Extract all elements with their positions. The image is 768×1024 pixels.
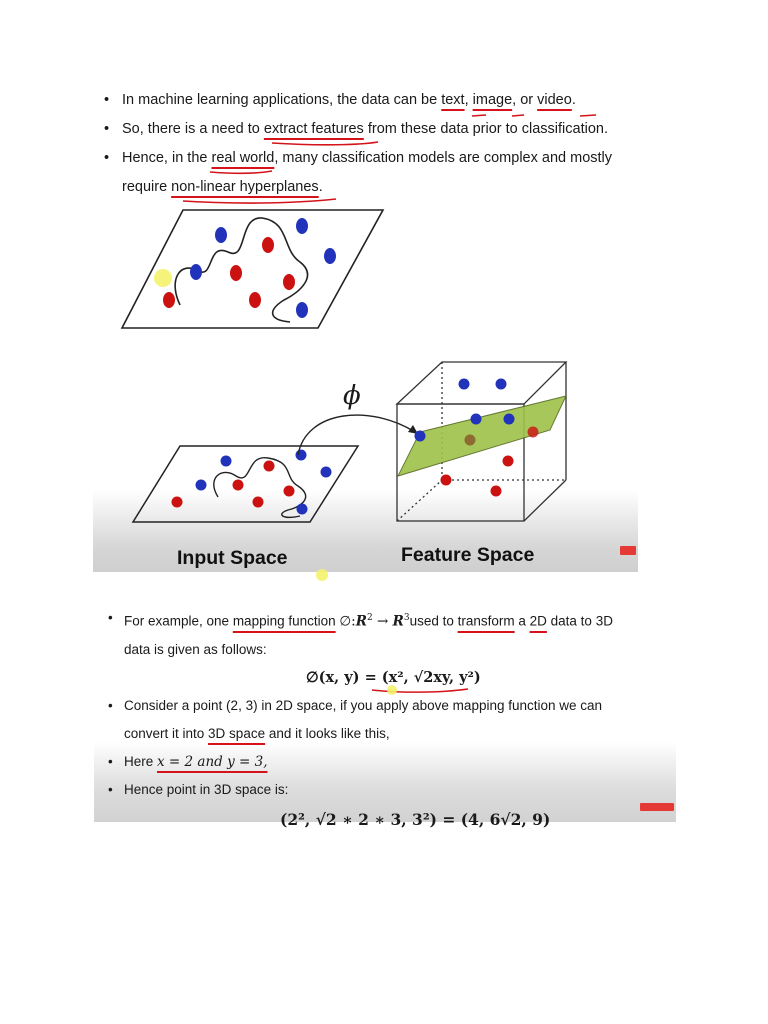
- bullet-dot: •: [108, 781, 113, 797]
- math-r: R: [355, 613, 367, 630]
- bullet-text: Hence point in 3D space is:: [124, 781, 289, 797]
- bullet-text: ,: [464, 92, 473, 108]
- bullet-dot: •: [108, 610, 113, 625]
- phi-label: ϕ: [343, 381, 361, 411]
- bullet-text: For example, one: [124, 613, 233, 629]
- bullet-text: require: [122, 179, 172, 195]
- bullet-text: .: [318, 179, 323, 195]
- math-arrow: →: [372, 613, 393, 630]
- underlined-phrase: 3D space: [208, 725, 266, 741]
- underlined-phrase: real world: [211, 150, 275, 166]
- underlined-word: image: [472, 92, 513, 108]
- bullet-dot: •: [104, 92, 110, 108]
- bullet-text: a: [514, 613, 530, 629]
- bullet-text: Consider a point (2, 3) in 2D space, if you apply above mapping function we can: [124, 697, 603, 713]
- math-exponent: 2: [366, 613, 373, 623]
- bullet-dot: •: [108, 753, 113, 769]
- underlined-word: text: [441, 92, 465, 108]
- bullet-dot: •: [108, 697, 113, 713]
- bullet-text: data is given as follows:: [124, 641, 267, 657]
- bullet-text: , or: [512, 92, 538, 108]
- underlined-word: 2D: [529, 613, 547, 629]
- underlined-phrase: mapping function: [232, 613, 336, 629]
- math-r: R: [392, 613, 404, 630]
- bullet-text: Hence, in the: [122, 150, 212, 166]
- input-space-caption: Input Space: [177, 547, 288, 569]
- bullet-dot: •: [104, 121, 110, 137]
- bullet-text: So, there is a need to: [122, 121, 264, 137]
- bullet-text: .: [571, 92, 576, 108]
- mapping-equation: ∅(x, y) = (x², √2xy, y²): [306, 668, 481, 686]
- math-exponent: 3: [403, 613, 410, 623]
- math-values: x = 2 and y = 3,: [157, 753, 268, 770]
- bullet-dot: •: [104, 150, 110, 166]
- underlined-word: video: [537, 92, 572, 108]
- result-equation: (2², √2 ∗ 2 ∗ 3, 3²) = (4, 6√2, 9): [280, 809, 551, 829]
- underlined-word: transform: [457, 613, 515, 629]
- phi-symbol: ∅:: [339, 613, 356, 630]
- bullet-text: , many classification models are complex and mostly: [274, 150, 613, 166]
- bullet-text: used to: [409, 613, 458, 629]
- bullet-text: convert it into: [124, 725, 209, 741]
- bullet-text: Here: [124, 753, 158, 769]
- bullet-text: In machine learning applications, the data can be: [122, 92, 442, 108]
- feature-space-caption: Feature Space: [401, 544, 535, 566]
- underlined-phrase: extract features: [263, 121, 364, 137]
- bullet-text: from these data prior to classification.: [363, 121, 609, 137]
- bullet-text: data to 3D: [546, 613, 613, 629]
- bullet-text: and it looks like this,: [265, 725, 390, 741]
- underlined-phrase: non-linear hyperplanes: [171, 179, 319, 195]
